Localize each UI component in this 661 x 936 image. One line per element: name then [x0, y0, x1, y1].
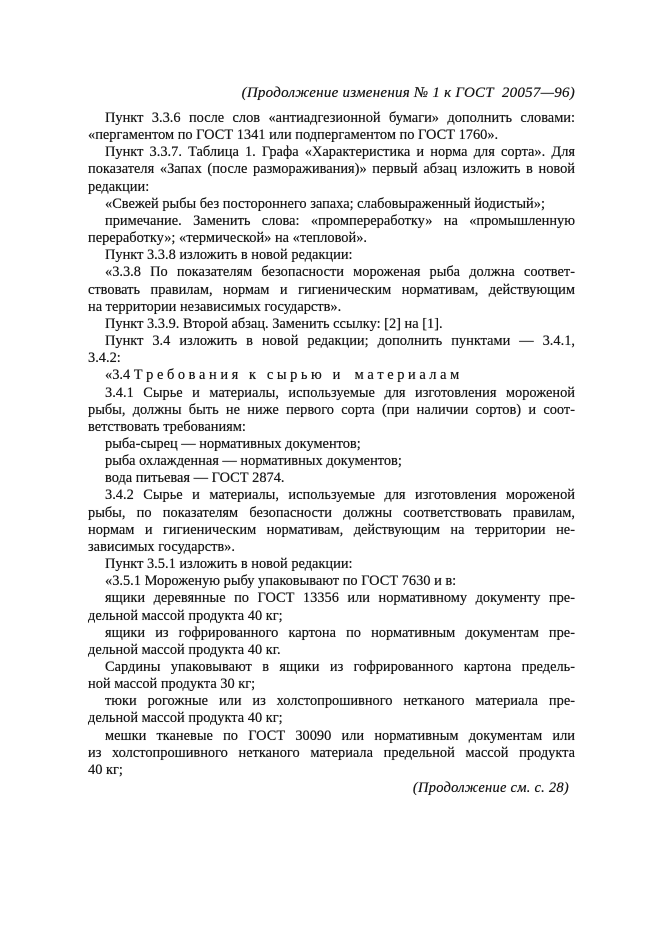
text-line: Пункт 3.5.1 изложить в новой редакции: [105, 556, 353, 573]
paragraph [88, 556, 575, 573]
text-line: Пункт 3.3.9. Второй абзац. Заменить ссылку: [2] на [1]. [105, 315, 443, 332]
text-line: примечание. Заменить слова: «промпереработку» на «промышленную [105, 212, 575, 229]
paragraph [88, 247, 575, 264]
paragraph [88, 659, 575, 693]
text-line: показателя «Запах (после размораживания)» первый абзац изложить в новой [88, 161, 575, 178]
text-line: зависимых государств». [88, 538, 235, 555]
text-line: Пункт 3.3.7. Таблица 1. Графа «Характеристика и норма для сорта». Для [105, 144, 575, 161]
text-line: вода питьевая — ГОСТ 2874. [105, 470, 285, 487]
paragraph [88, 625, 575, 659]
text-line: дельной массой продукта 40 кг; [88, 710, 283, 727]
paragraph [88, 436, 575, 453]
text-line: ящики из гофрированного картона по нормативным документам пре- [105, 624, 575, 641]
text-line: рыбы, по показателям безопасности должны соответствовать правилам, [88, 504, 575, 521]
text-line: «3.4 Т р е б о в а н и я к с ы р ь ю и м а т е р и а л а м [105, 367, 460, 384]
paragraph [88, 453, 575, 470]
text-line: Пункт 3.4 изложить в новой редакции; дополнить пунктами — 3.4.1, [105, 333, 575, 350]
text-line: на территории независимых государств». [88, 298, 342, 315]
paragraph [88, 573, 575, 590]
text-line: «3.3.8 По показателям безопасности мороженая рыба должна соответ- [105, 264, 575, 281]
paragraph [88, 264, 575, 315]
paragraph [88, 590, 575, 624]
text-line: 3.4.1 Сырье и материалы, используемые для изготовления мороженой [105, 384, 575, 401]
paragraph [88, 367, 575, 384]
paragraph [88, 693, 575, 727]
text-line: «Свежей рыбы без постороннего запаха; слабовыраженный йодистый»; [105, 195, 545, 212]
paragraph [88, 196, 575, 213]
text-line: ствовать правилам, нормам и гигиеническим нормативам, действующим [88, 281, 575, 298]
paragraph [88, 470, 575, 487]
text-line: нормам и гигиеническим нормативам, действующим на территории не- [88, 521, 575, 538]
text-line: тюки рогожные или из холстопрошивного нетканого материала пре- [105, 693, 575, 710]
text-line: ветствовать требованиям: [88, 418, 246, 435]
text-line: Пункт 3.3.8 изложить в новой редакции: [105, 247, 353, 264]
text-line: переработку»; «термической» на «тепловой». [88, 230, 368, 247]
continuation-header-note: (Продолжение изменения № 1 к ГОСТ 20057—96) [241, 85, 575, 101]
text-line: мешки тканевые по ГОСТ 30090 или нормативным документам или [105, 727, 575, 744]
paragraph [88, 213, 575, 247]
text-line: «3.5.1 Мороженую рыбу упаковывают по ГОСТ 7630 и в: [105, 573, 457, 590]
paragraph [88, 110, 575, 144]
paragraph [88, 316, 575, 333]
text-line: Сардины упаковывают в ящики из гофрированного картона предель- [105, 659, 575, 675]
text-line: редакции: [88, 178, 150, 195]
text-line: Пункт 3.3.6 после слов «антиадгезионной бумаги» дополнить словами: [105, 110, 575, 126]
paragraph [88, 144, 575, 195]
text-line: рыба охлажденная — нормативных документов; [105, 453, 402, 470]
text-line: 3.4.2: [88, 350, 121, 367]
text-line: рыбы, должны быть не ниже первого сорта (при наличии сортов) и соот- [88, 401, 575, 418]
text-line: 3.4.2 Сырье и материалы, используемые для изготовления мороженой [105, 487, 575, 504]
paragraph [88, 385, 575, 436]
text-line: из холстопрошивного нетканого материала предельной массой продукта [88, 744, 575, 761]
text-line: ящики деревянные по ГОСТ 13356 или нормативному документу пре- [105, 590, 575, 607]
text-line: дельной массой продукта 40 кг; [88, 607, 283, 624]
text-line: ной массой продукта 30 кг; [88, 676, 256, 693]
paragraph [88, 487, 575, 556]
paragraph [88, 333, 575, 367]
text-line: «пергаментом по ГОСТ 1341 или подпергаментом по ГОСТ 1760». [88, 127, 499, 144]
text-line: дельной массой продукта 40 кг. [88, 641, 281, 658]
document-body [88, 110, 575, 779]
paragraph [88, 728, 575, 779]
continuation-footer-note: (Продолжение см. с. 28) [412, 780, 569, 796]
text-line: 40 кг; [88, 761, 123, 778]
text-line: рыба-сырец — нормативных документов; [105, 435, 361, 452]
